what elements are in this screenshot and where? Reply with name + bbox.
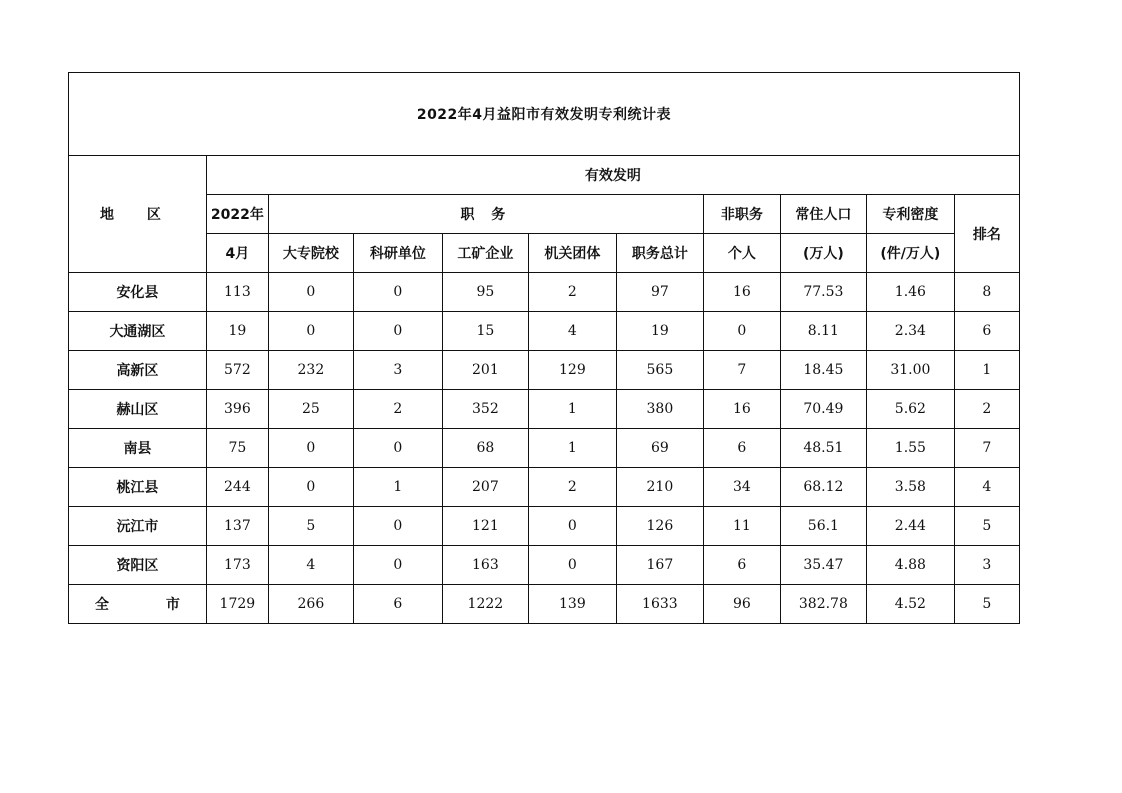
cell-service-total: 97	[616, 273, 703, 312]
cell-total: 396	[206, 390, 268, 429]
cell-universities: 0	[268, 273, 353, 312]
cell-total: 173	[206, 546, 268, 585]
cell-industrial-enterprises: 201	[442, 351, 528, 390]
cell-research-units: 2	[353, 390, 442, 429]
cell-universities: 5	[268, 507, 353, 546]
cell-research-units: 0	[353, 273, 442, 312]
cell-total: 137	[206, 507, 268, 546]
cell-individual: 16	[703, 273, 780, 312]
header-population-unit: (万人)	[780, 234, 866, 273]
header-region: 地 区	[69, 156, 207, 273]
header-research-units: 科研单位	[353, 234, 442, 273]
cell-industrial-enterprises: 68	[442, 429, 528, 468]
row-region: 安化县	[69, 273, 207, 312]
cell-organizations: 2	[528, 273, 616, 312]
cell-patent-density: 2.34	[866, 312, 954, 351]
cell-rank: 2	[954, 390, 1019, 429]
cell-total: 572	[206, 351, 268, 390]
table-row-total	[69, 585, 1020, 624]
cell-patent-density: 1.55	[866, 429, 954, 468]
cell-service-total: 19	[616, 312, 703, 351]
cell-population: 382.78	[780, 585, 866, 624]
cell-universities: 0	[268, 312, 353, 351]
row-region: 沅江市	[69, 507, 207, 546]
cell-individual: 11	[703, 507, 780, 546]
cell-population: 70.49	[780, 390, 866, 429]
table-row	[69, 546, 1020, 585]
cell-total: 19	[206, 312, 268, 351]
cell-research-units: 3	[353, 351, 442, 390]
cell-organizations: 4	[528, 312, 616, 351]
cell-research-units: 0	[353, 312, 442, 351]
header-effective-invention: 有效发明	[206, 156, 1019, 195]
cell-individual: 34	[703, 468, 780, 507]
cell-population: 18.45	[780, 351, 866, 390]
cell-universities: 266	[268, 585, 353, 624]
cell-rank: 1	[954, 351, 1019, 390]
cell-population: 48.51	[780, 429, 866, 468]
cell-total: 244	[206, 468, 268, 507]
cell-service-total: 565	[616, 351, 703, 390]
cell-total: 1729	[206, 585, 268, 624]
cell-organizations: 129	[528, 351, 616, 390]
cell-service-total: 210	[616, 468, 703, 507]
cell-individual: 6	[703, 429, 780, 468]
table-row	[69, 507, 1020, 546]
table-row	[69, 468, 1020, 507]
header-rank: 排名	[954, 195, 1019, 273]
cell-population: 35.47	[780, 546, 866, 585]
cell-service-total: 126	[616, 507, 703, 546]
cell-universities: 4	[268, 546, 353, 585]
cell-patent-density: 31.00	[866, 351, 954, 390]
cell-service-total: 380	[616, 390, 703, 429]
table-row	[69, 429, 1020, 468]
cell-universities: 0	[268, 429, 353, 468]
cell-individual: 6	[703, 546, 780, 585]
cell-patent-density: 1.46	[866, 273, 954, 312]
header-individual: 个人	[703, 234, 780, 273]
cell-patent-density: 2.44	[866, 507, 954, 546]
cell-patent-density: 3.58	[866, 468, 954, 507]
cell-patent-density: 4.52	[866, 585, 954, 624]
header-universities: 大专院校	[268, 234, 353, 273]
header-month: 4月	[206, 234, 268, 273]
table-row	[69, 273, 1020, 312]
cell-rank: 7	[954, 429, 1019, 468]
cell-industrial-enterprises: 121	[442, 507, 528, 546]
table-row	[69, 351, 1020, 390]
header-patent-density: 专利密度	[866, 195, 954, 234]
row-region: 南县	[69, 429, 207, 468]
cell-population: 56.1	[780, 507, 866, 546]
cell-total: 75	[206, 429, 268, 468]
cell-industrial-enterprises: 207	[442, 468, 528, 507]
cell-research-units: 0	[353, 546, 442, 585]
cell-individual: 16	[703, 390, 780, 429]
header-service: 职 务	[268, 195, 703, 234]
cell-service-total: 69	[616, 429, 703, 468]
cell-individual: 0	[703, 312, 780, 351]
cell-universities: 0	[268, 468, 353, 507]
cell-universities: 232	[268, 351, 353, 390]
cell-patent-density: 5.62	[866, 390, 954, 429]
cell-organizations: 139	[528, 585, 616, 624]
row-region: 赫山区	[69, 390, 207, 429]
cell-research-units: 0	[353, 507, 442, 546]
header-industrial-enterprises: 工矿企业	[442, 234, 528, 273]
row-region: 资阳区	[69, 546, 207, 585]
header-non-service: 非职务	[703, 195, 780, 234]
cell-industrial-enterprises: 163	[442, 546, 528, 585]
cell-research-units: 0	[353, 429, 442, 468]
table-row	[69, 390, 1020, 429]
cell-industrial-enterprises: 1222	[442, 585, 528, 624]
cell-industrial-enterprises: 352	[442, 390, 528, 429]
cell-rank: 6	[954, 312, 1019, 351]
cell-total: 113	[206, 273, 268, 312]
cell-individual: 96	[703, 585, 780, 624]
cell-organizations: 1	[528, 390, 616, 429]
cell-patent-density: 4.88	[866, 546, 954, 585]
cell-industrial-enterprises: 15	[442, 312, 528, 351]
patent-statistics-table	[68, 72, 1020, 624]
cell-individual: 7	[703, 351, 780, 390]
cell-industrial-enterprises: 95	[442, 273, 528, 312]
cell-rank: 5	[954, 507, 1019, 546]
header-organizations: 机关团体	[528, 234, 616, 273]
table-title: 2022年4月益阳市有效发明专利统计表	[69, 73, 1020, 156]
row-region: 全 市	[69, 585, 207, 624]
cell-organizations: 0	[528, 507, 616, 546]
cell-organizations: 0	[528, 546, 616, 585]
cell-rank: 4	[954, 468, 1019, 507]
header-density-unit: (件/万人)	[866, 234, 954, 273]
cell-population: 77.53	[780, 273, 866, 312]
row-region: 桃江县	[69, 468, 207, 507]
header-year: 2022年	[206, 195, 268, 234]
row-region: 大通湖区	[69, 312, 207, 351]
cell-universities: 25	[268, 390, 353, 429]
header-population: 常住人口	[780, 195, 866, 234]
cell-organizations: 1	[528, 429, 616, 468]
cell-research-units: 6	[353, 585, 442, 624]
cell-population: 68.12	[780, 468, 866, 507]
header-service-total: 职务总计	[616, 234, 703, 273]
cell-organizations: 2	[528, 468, 616, 507]
cell-rank: 8	[954, 273, 1019, 312]
cell-service-total: 167	[616, 546, 703, 585]
cell-service-total: 1633	[616, 585, 703, 624]
cell-population: 8.11	[780, 312, 866, 351]
table-row	[69, 312, 1020, 351]
cell-rank: 3	[954, 546, 1019, 585]
cell-rank: 5	[954, 585, 1019, 624]
row-region: 高新区	[69, 351, 207, 390]
cell-research-units: 1	[353, 468, 442, 507]
